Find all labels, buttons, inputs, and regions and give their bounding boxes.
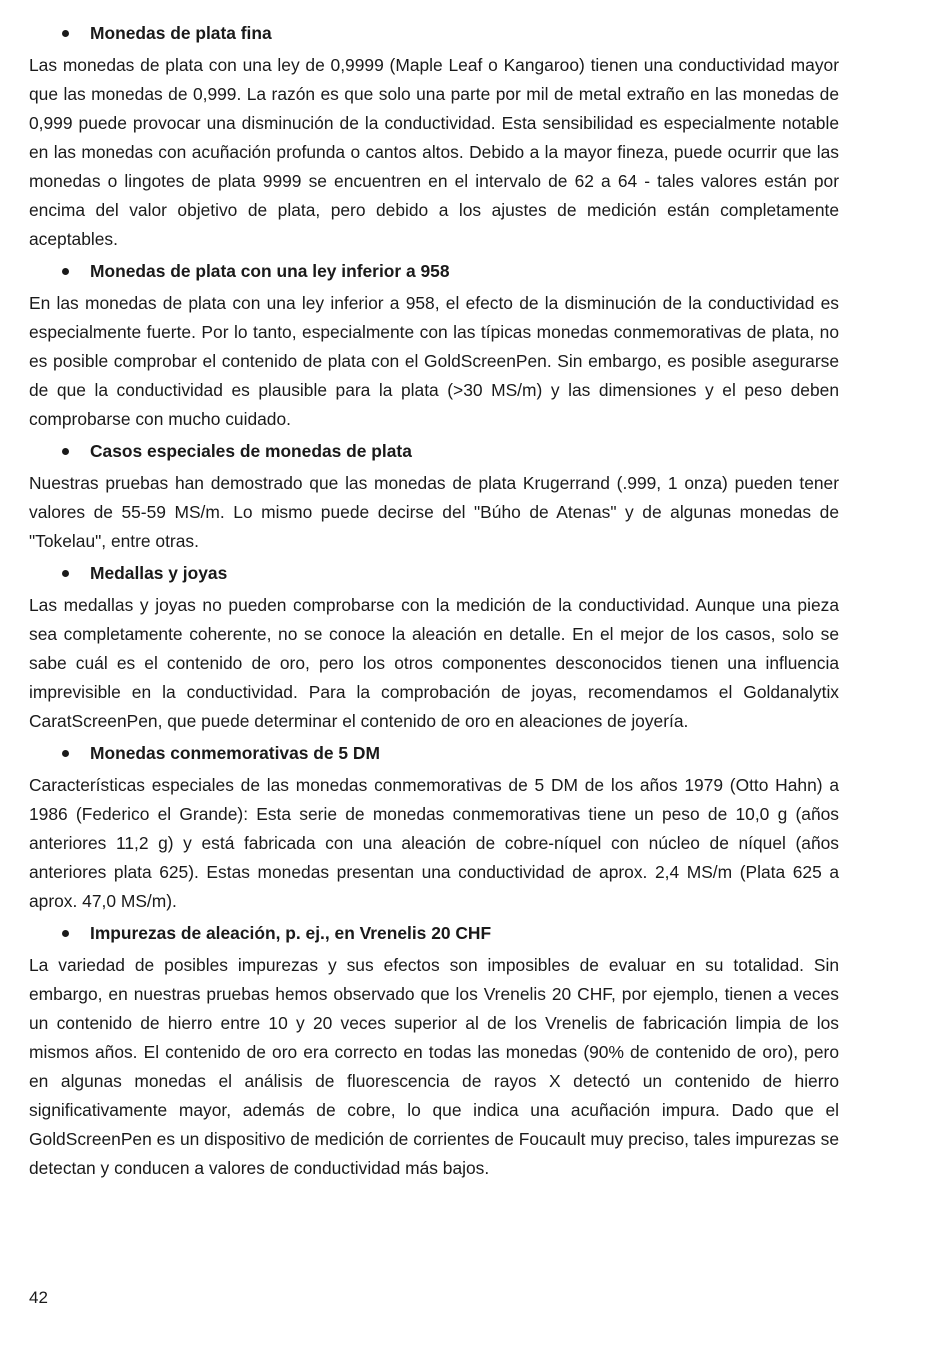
page-number: 42 — [29, 1288, 48, 1307]
bullet-icon — [62, 570, 69, 577]
section-heading — [29, 559, 839, 588]
section-fine-silver — [29, 19, 839, 254]
section-heading — [29, 739, 839, 768]
bullet-icon — [62, 268, 69, 275]
section-5dm-coins — [29, 739, 839, 916]
bullet-icon — [62, 930, 69, 937]
heading-text: Monedas de plata con una ley inferior a 958 — [90, 261, 450, 281]
heading-text: Monedas conmemorativas de 5 DM — [90, 743, 380, 763]
heading-text: Medallas y joyas — [90, 563, 228, 583]
bullet-icon — [62, 448, 69, 455]
bullet-icon — [62, 750, 69, 757]
section-paragraph: Características especiales de las monedas conmemorativas de 5 DM de los años 1979 (Otto Hahn) a 1986 (Federico el Grande): Esta serie de monedas conmemorativas tiene un peso de 10,0 g (años anteriores 11,2 g) y está fabricada con una aleación de cobre-níquel con núcleo de níquel (años anteriores plata 625). Estas monedas presentan una conductividad de aprox. 2,4 MS/m (Plata 625 a aprox. 47,0 MS/m). — [29, 775, 839, 911]
section-paragraph: Nuestras pruebas han demostrado que las monedas de plata Krugerrand (.999, 1 onza) pueden tener valores de 55-59 MS/m. Lo mismo puede decirse del "Búho de Atenas" y de algunas monedas de "Tokelau", entre otras. — [29, 473, 839, 551]
section-heading — [29, 437, 839, 466]
heading-text: Monedas de plata fina — [90, 23, 272, 43]
section-alloy-impurities — [29, 919, 839, 1183]
section-paragraph: En las monedas de plata con una ley inferior a 958, el efecto de la disminución de la conductividad es especialmente fuerte. Por lo tanto, especialmente con las típicas monedas conmemorativas de plata, no es posible comprobar el contenido de plata con el GoldScreenPen. Sin embargo, es posible asegurarse de que la conductividad es plausible para la plata (>30 MS/m) y las dimensiones y el peso deben comprobarse con mucho cuidado. — [29, 293, 839, 429]
section-paragraph: La variedad de posibles impurezas y sus efectos son imposibles de evaluar en su totalidad. Sin embargo, en nuestras pruebas hemos observado que los Vrenelis 20 CHF, por ejemplo, tienen a veces un contenido de hierro entre 10 y 20 veces superior al de los Vrenelis de fabricación limpia de los mismos años. El contenido de oro era correcto en todas las monedas (90% de contenido de oro), pero en algunas monedas el análisis de fluorescencia de rayos X detectó un contenido de hierro significativamente mayor, además de cobre, lo que indica una acuñación impura. Dado que el GoldScreenPen es un dispositivo de medición de corrientes de Foucault muy preciso, tales impurezas se detectan y conducen a valores de conductividad más bajos. — [29, 955, 839, 1178]
section-heading — [29, 257, 839, 286]
section-special-silver — [29, 437, 839, 556]
heading-text: Impurezas de aleación, p. ej., en Vrenelis 20 CHF — [90, 923, 492, 943]
section-low-grade-silver — [29, 257, 839, 434]
section-medals-jewelry — [29, 559, 839, 736]
section-paragraph: Las monedas de plata con una ley de 0,9999 (Maple Leaf o Kangaroo) tienen una conductividad mayor que las monedas de 0,999. La razón es que solo una parte por mil de metal extraño en las monedas de 0,999 puede provocar una disminución de la conductividad. Esta sensibilidad es especialmente notable en las monedas con acuñación profunda o cantos altos. Debido a la mayor fineza, puede ocurrir que las monedas o lingotes de plata 9999 se encuentren en el intervalo de 62 a 64 - tales valores están por encima del valor objetivo de plata, pero debido a los ajustes de medición están completamente aceptables. — [29, 55, 839, 249]
section-heading — [29, 19, 839, 48]
heading-text: Casos especiales de monedas de plata — [90, 441, 412, 461]
section-heading — [29, 919, 839, 948]
bullet-icon — [62, 30, 69, 37]
document-page — [29, 16, 839, 1183]
section-paragraph: Las medallas y joyas no pueden comprobarse con la medición de la conductividad. Aunque una pieza sea completamente coherente, no se conoce la aleación en detalle. En el mejor de los casos, solo se sabe cuál es el contenido de oro, pero los otros componentes desconocidos tienen una influencia imprevisible en la conductividad. Para la comprobación de joyas, recomendamos el Goldanalytix CaratScreenPen, que puede determinar el contenido de oro en aleaciones de joyería. — [29, 595, 839, 731]
